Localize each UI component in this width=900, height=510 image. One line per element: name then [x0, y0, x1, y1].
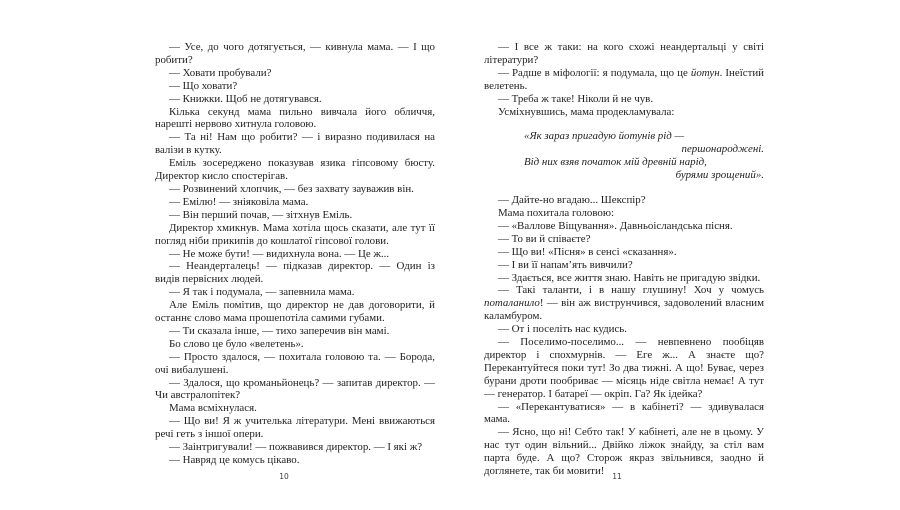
paragraph	[155, 415, 435, 441]
text-run: — І все ж таки: на кого схожі неандертальці у світі літератури?	[484, 41, 764, 66]
poem-block	[484, 130, 764, 182]
text-run: Усміхнувшись, мама продекламувала:	[498, 105, 675, 118]
paragraph	[155, 351, 435, 377]
paragraph	[484, 401, 764, 427]
text-run: першонароджені.	[681, 143, 764, 156]
poem-line	[484, 143, 764, 156]
poem-line	[524, 130, 764, 143]
right-page-text	[484, 41, 764, 478]
poem-line	[484, 169, 764, 182]
text-run: — Ти сказала інше, — тихо заперечив він мамі.	[169, 324, 390, 337]
text-run: — Що ховати?	[169, 79, 238, 92]
text-run: Бо слово це було «велетень».	[169, 337, 304, 350]
paragraph	[155, 454, 435, 467]
paragraph	[155, 93, 435, 106]
paragraph	[155, 80, 435, 93]
paragraph	[484, 259, 764, 272]
text-run: — Треба ж таке! Ніколи й не чув.	[498, 92, 654, 105]
paragraph	[484, 207, 764, 220]
text-run: Мама всміхнулася.	[169, 402, 257, 415]
text-run: — «Перекантуватися» — в кабінеті? — здивувалася мама.	[484, 400, 764, 426]
paragraph	[484, 336, 764, 401]
text-run: «Як зараз пригадую йотунів рід —	[524, 130, 685, 143]
paragraph	[155, 183, 435, 196]
text-run: — Він перший почав, — зітхнув Еміль.	[169, 208, 353, 221]
text-run: Мама похитала головою:	[498, 206, 615, 219]
italic-text: йотун	[690, 66, 720, 79]
text-run: — Ясно, що ні! Себто так! У кабінеті, але не в цьому. У нас тут один вільний... Двійко ліжок знайду, за стіл вам парта буде. А що? Сторож якраз звільнився, заодно й доглянете, так би мовити!	[484, 426, 764, 478]
paragraph	[155, 286, 435, 299]
text-run: — Здалося, що кроманьйонець? — запитав директор. — Чи австралопітек?	[155, 376, 435, 402]
paragraph	[484, 233, 764, 246]
text-run: — Книжки. Щоб не дотягувався.	[169, 92, 322, 105]
page-number-left: 10	[279, 472, 289, 481]
paragraph	[484, 426, 764, 478]
text-run: — Заінтригували! — пожвавився директор. — І які ж?	[169, 441, 423, 454]
text-run: — Емілю! — зніяковіла мама.	[169, 195, 309, 208]
text-run: ! — він аж виструнчився, задоволений власним каламбуром.	[484, 297, 764, 323]
paragraph	[484, 93, 764, 106]
paragraph	[484, 284, 764, 323]
text-run: — То ви й співаєте?	[498, 232, 591, 245]
paragraph	[155, 157, 435, 183]
text-run: — «Валлове Віщування». Давньоісландська пісня.	[498, 219, 733, 232]
page-number-right: 11	[612, 472, 622, 481]
paragraph	[484, 194, 764, 207]
text-run: — Такі таланти, і в нашу глушину! Хоч у чомусь	[498, 284, 764, 297]
paragraph	[155, 260, 435, 286]
text-run: Але Еміль помітив, що директор не дав договорити, й останнє слово мама прошепотіла самими губами.	[155, 299, 435, 325]
paragraph	[155, 248, 435, 261]
text-run: — Розвинений хлопчик, — без захвату зауважив він.	[169, 182, 414, 195]
paragraph	[155, 41, 435, 67]
text-run: — Не може бути! — видихнула вона. — Це ж...	[169, 247, 390, 260]
paragraph	[484, 323, 764, 336]
text-run: — Що ви! «Пісня» в сенсі «сказання».	[498, 245, 677, 258]
text-run: — Дайте-но вгадаю... Шекспір?	[498, 194, 646, 207]
paragraph	[155, 131, 435, 157]
text-run: . Інеїстий велетень.	[484, 66, 764, 92]
text-run: — І ви її напам’ять вивчили?	[498, 258, 633, 271]
text-run: — Просто здалося, — похитала головою та. — Борода, очі вибалушені.	[155, 350, 435, 376]
text-run: — Неандерталець! — підказав директор. — Один із видів первісних людей.	[155, 260, 435, 286]
paragraph	[155, 338, 435, 351]
paragraph	[155, 222, 435, 248]
text-run: — Ховати пробували?	[169, 66, 272, 79]
text-run: Кілька секунд мама пильно вивчала його обличчя, нарешті нервово хитнула головою.	[155, 105, 435, 131]
text-run: — Усе, до чого дотягується, — кивнула мама. — І що робити?	[155, 41, 435, 66]
paragraph	[155, 325, 435, 338]
poem-line	[524, 156, 764, 169]
text-run: Еміль зосереджено показував язика гіпсовому бюсту. Директор кисло спостерігав.	[155, 157, 435, 183]
paragraph	[155, 67, 435, 80]
text-run: — Поселимо-поселимо... — невпевнено пообіцяв директор і спохмурнів. — Еге ж... А знаєте що? Перекантуйтеся поки тут! Зо два тижні. А що! Буває, через бурани дроти пообриває — місяць ніде світла немає! А тут — генератор. І батареї — окріп. Га? Як ідейка?	[484, 336, 764, 400]
paragraph	[484, 220, 764, 233]
paragraph	[155, 196, 435, 209]
paragraph	[155, 377, 435, 403]
paragraph	[484, 246, 764, 259]
text-run: — От і поселіть нас кудись.	[498, 323, 627, 336]
text-run: бурями зрощений».	[675, 169, 764, 182]
paragraph	[155, 106, 435, 132]
paragraph	[484, 272, 764, 285]
text-run: — Здається, все життя знаю. Навіть не пригадую звідки.	[498, 271, 761, 284]
paragraph	[155, 299, 435, 325]
text-run: — Навряд це комусь цікаво.	[169, 454, 300, 466]
italic-text: поталанило	[484, 297, 540, 310]
paragraph	[484, 67, 764, 93]
paragraph	[484, 106, 764, 119]
text-run: — Та ні! Нам що робити? — і виразно подивилася на валізи в кутку.	[155, 131, 435, 157]
text-run: — Радше в міфології: я подумала, що це	[498, 66, 691, 79]
text-run: — Я так і подумала, — запевнила мама.	[169, 286, 355, 299]
left-page-text	[155, 41, 435, 467]
text-run: — Що ви! Я ж учителька літератури. Мені ввижаються речі геть з іншої опери.	[155, 415, 435, 441]
paragraph	[155, 402, 435, 415]
paragraph	[155, 441, 435, 454]
paragraph	[484, 41, 764, 67]
text-run: Від них взяв початок мій древній нарід,	[524, 156, 707, 169]
text-run: Директор хмикнув. Мама хотіла щось сказати, але тут її погляд ніби прикипів до кошлатої гіпсової голови.	[155, 221, 435, 247]
paragraph	[155, 209, 435, 222]
